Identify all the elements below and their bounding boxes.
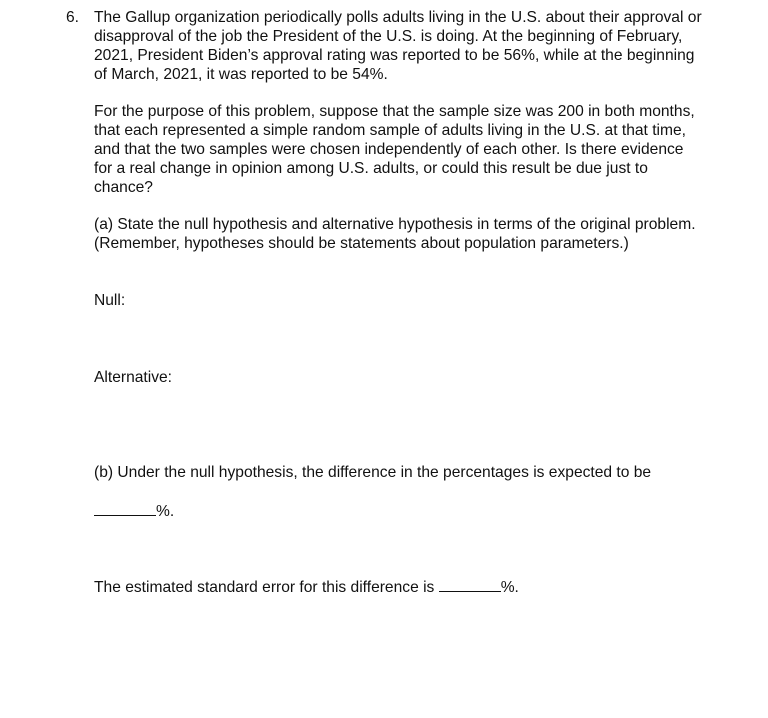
problem-assumption-paragraph: For the purpose of this problem, suppose that the sample size was 200 in both months, that each represented a simple random sample of adults living in the U.S. at that time, and that the two samples were chosen independently of each other. Is there evidence for a real change in opinion among U.S. adults, or could this result be due just to chance? [94, 103, 695, 196]
expected-difference-answer [94, 500, 704, 521]
part-b-prompt: (b) Under the null hypothesis, the difference in the percentages is expected to be [94, 464, 652, 481]
expected-difference-suffix: %. [156, 503, 175, 520]
part-a-prompt: (a) State the null hypothesis and alternative hypothesis in terms of the original problem. (Remember, hypotheses should be statements about population parameters.) [94, 216, 696, 252]
standard-error-line [94, 576, 734, 597]
expected-difference-blank[interactable] [94, 500, 156, 516]
standard-error-blank[interactable] [439, 576, 501, 592]
problem-number: 6. [66, 9, 80, 26]
alternative-hypothesis-label: Alternative: [94, 369, 173, 386]
null-hypothesis-label: Null: [94, 292, 126, 309]
standard-error-prompt: The estimated standard error for this difference is [94, 579, 435, 596]
standard-error-suffix: %. [500, 579, 519, 596]
problem-intro-paragraph: The Gallup organization periodically polls adults living in the U.S. about their approval or disapproval of the job the President of the U.S. is doing. At the beginning of February, 2021, President Biden’s approval rating was reported to be 56%, while at the beginning of March, 2021, it was reported to be 54%. [94, 9, 702, 83]
